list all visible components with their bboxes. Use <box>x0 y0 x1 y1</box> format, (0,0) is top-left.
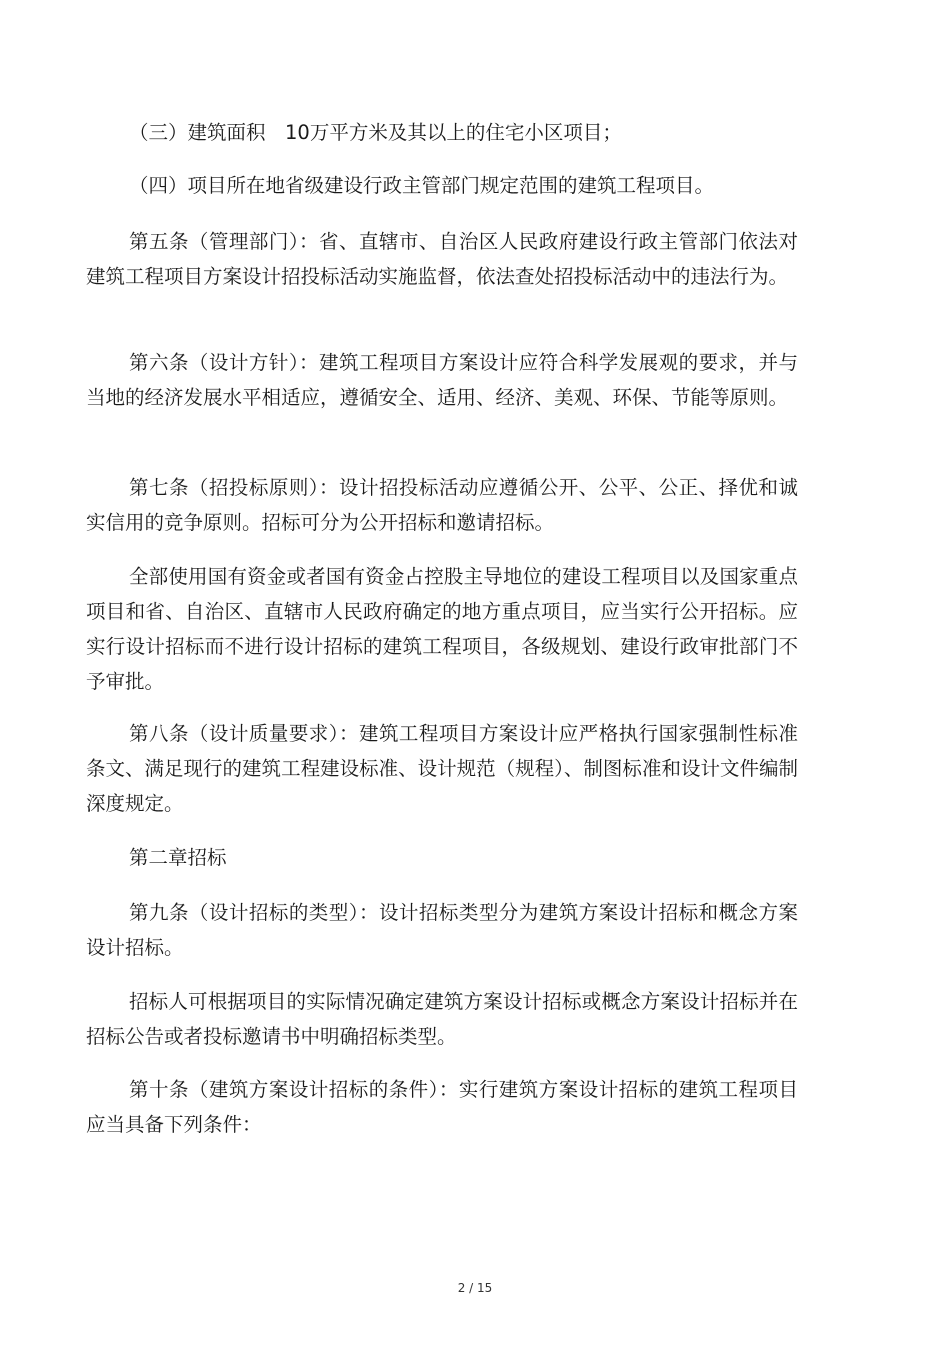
paragraph-article-8: 第八条（设计质量要求）：建筑工程项目方案设计应严格执行国家强制性标准条文、满足现行的建筑工程建设标准、设计规范（规程）、制图标准和设计文件编制深度规定。 <box>86 722 798 815</box>
paragraph-item-3: （三）建筑面积 10万平方米及其以上的住宅小区项目； <box>129 121 622 144</box>
paragraph-public-tender: 全部使用国有资金或者国有资金占控股主导地位的建设工程项目以及国家重点项目和省、自治区、直辖市人民政府确定的地方重点项目，应当实行公开招标。应实行设计招标而不进行设计招标的建筑工程项目，各级规划、建设行政审批部门不予审批。 <box>86 565 798 693</box>
paragraph-tender-type: 招标人可根据项目的实际情况确定建筑方案设计招标或概念方案设计招标并在招标公告或者投标邀请书中明确招标类型。 <box>86 990 798 1048</box>
paragraph-article-6: 第六条（设计方针）：建筑工程项目方案设计应符合科学发展观的要求，并与当地的经济发展水平相适应，遵循安全、适用、经济、美观、环保、节能等原则。 <box>86 351 798 409</box>
paragraph-article-10: 第十条（建筑方案设计招标的条件）：实行建筑方案设计招标的建筑工程项目应当具备下列条件： <box>86 1078 798 1136</box>
page-number: 2 / 15 <box>457 1281 493 1295</box>
paragraph-article-9: 第九条（设计招标的类型）：设计招标类型分为建筑方案设计招标和概念方案设计招标。 <box>86 901 798 959</box>
paragraph-article-7: 第七条（招投标原则）：设计招投标活动应遵循公开、公平、公正、择优和诚实信用的竞争原则。招标可分为公开招标和邀请招标。 <box>86 476 798 534</box>
chapter-heading: 第二章招标 <box>129 846 227 869</box>
paragraph-item-4: （四）项目所在地省级建设行政主管部门规定范围的建筑工程项目。 <box>129 174 715 197</box>
paragraph-article-5: 第五条（管理部门）：省、直辖市、自治区人民政府建设行政主管部门依法对建筑工程项目方案设计招投标活动实施监督，依法查处招投标活动中的违法行为。 <box>86 230 798 288</box>
